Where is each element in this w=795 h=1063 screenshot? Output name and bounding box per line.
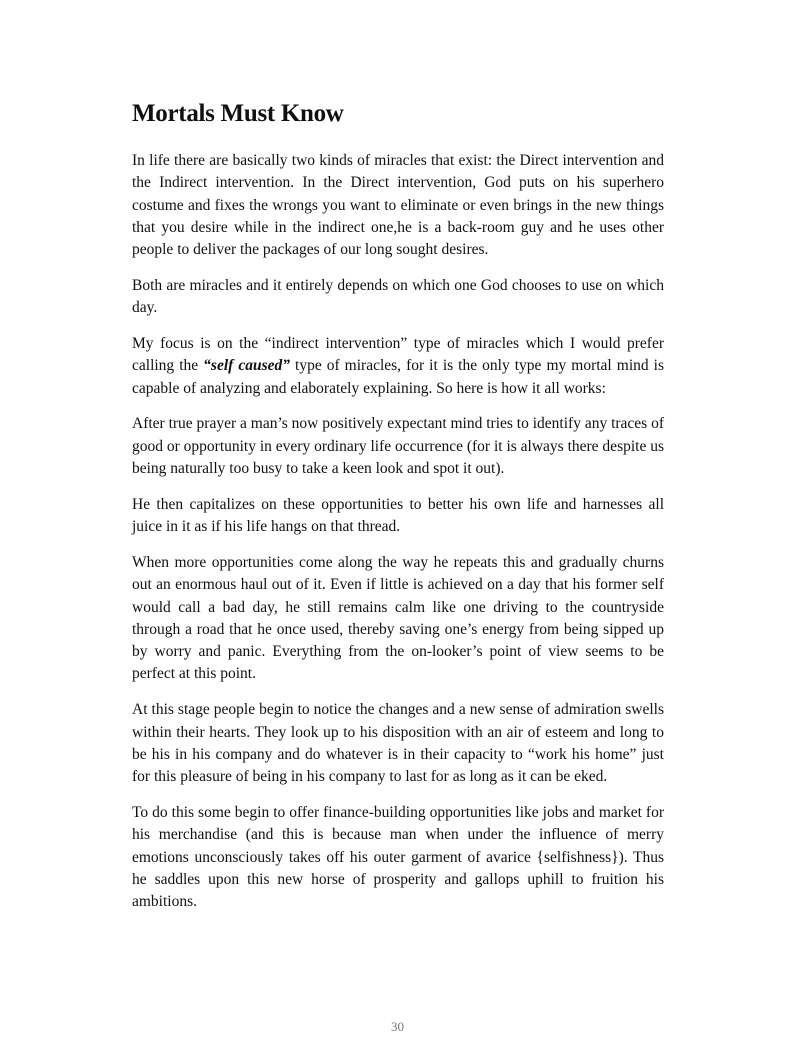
paragraph-1: In life there are basically two kinds of miracles that exist: the Direct intervention and the Indirect intervention. In the Direct intervention, God puts on his superhero costume and fixes the wrongs you want to eliminate or even brings in the new things that you desire while in the indirect one,he is a back-room guy and he uses other people to deliver the packages of our long sought desires.	[132, 152, 664, 259]
paragraph-8: To do this some begin to offer finance-building opportunities like jobs and market for his merchandise (and this is because man when under the influence of merry emotions unconsciously takes off his outer garment of avarice {selfishness}). Thus he saddles upon this new horse of prosperity and gallops uphill to fruition his ambitions.	[132, 803, 664, 911]
page-number: 30	[391, 1019, 404, 1034]
page-content	[132, 96, 664, 927]
paragraph-5: He then capitalizes on these opportunities to better his own life and harnesses all juice in it as if his life hangs on that thread.	[132, 495, 664, 536]
paragraph-3-after: type of miracles, for it is the only type my mortal mind is capable of analyzing and elaborately explaining. So here is how it all works:	[132, 357, 664, 397]
paragraph-3	[132, 333, 664, 400]
paragraph-7: At this stage people begin to notice the changes and a new sense of admiration swells within their hearts. They look up to his disposition with an air of esteem and long to be his in his company and do whatever is in their capacity to “work his home” just for this pleasure of being in his company to last for as long as it can be eked.	[132, 701, 664, 786]
paragraph-3-before: My focus is on the “indirect intervention” type of miracles which I would prefer calling the	[132, 335, 664, 375]
paragraph-2: Both are miracles and it entirely depends on which one God chooses to use on which day.	[132, 276, 664, 317]
emphasis-self-caused: “self caused”	[203, 357, 290, 375]
paragraph-6: When more opportunities come along the way he repeats this and gradually churns out an enormous haul out of it. Even if little is achieved on a day that his former self would call a bad day, he still remains calm like one driving to the countryside through a road that he once used, thereby saving one’s energy from being sipped up by worry and panic. Everything from the on-looker’s point of view seems to be perfect at this point.	[132, 553, 664, 683]
page-title: Mortals Must Know	[132, 100, 344, 127]
paragraph-4: After true prayer a man’s now positively expectant mind tries to identify any traces of good or opportunity in every ordinary life occurrence (for it is always there despite us being naturally too busy to take a keen look and spot it out).	[132, 415, 664, 478]
